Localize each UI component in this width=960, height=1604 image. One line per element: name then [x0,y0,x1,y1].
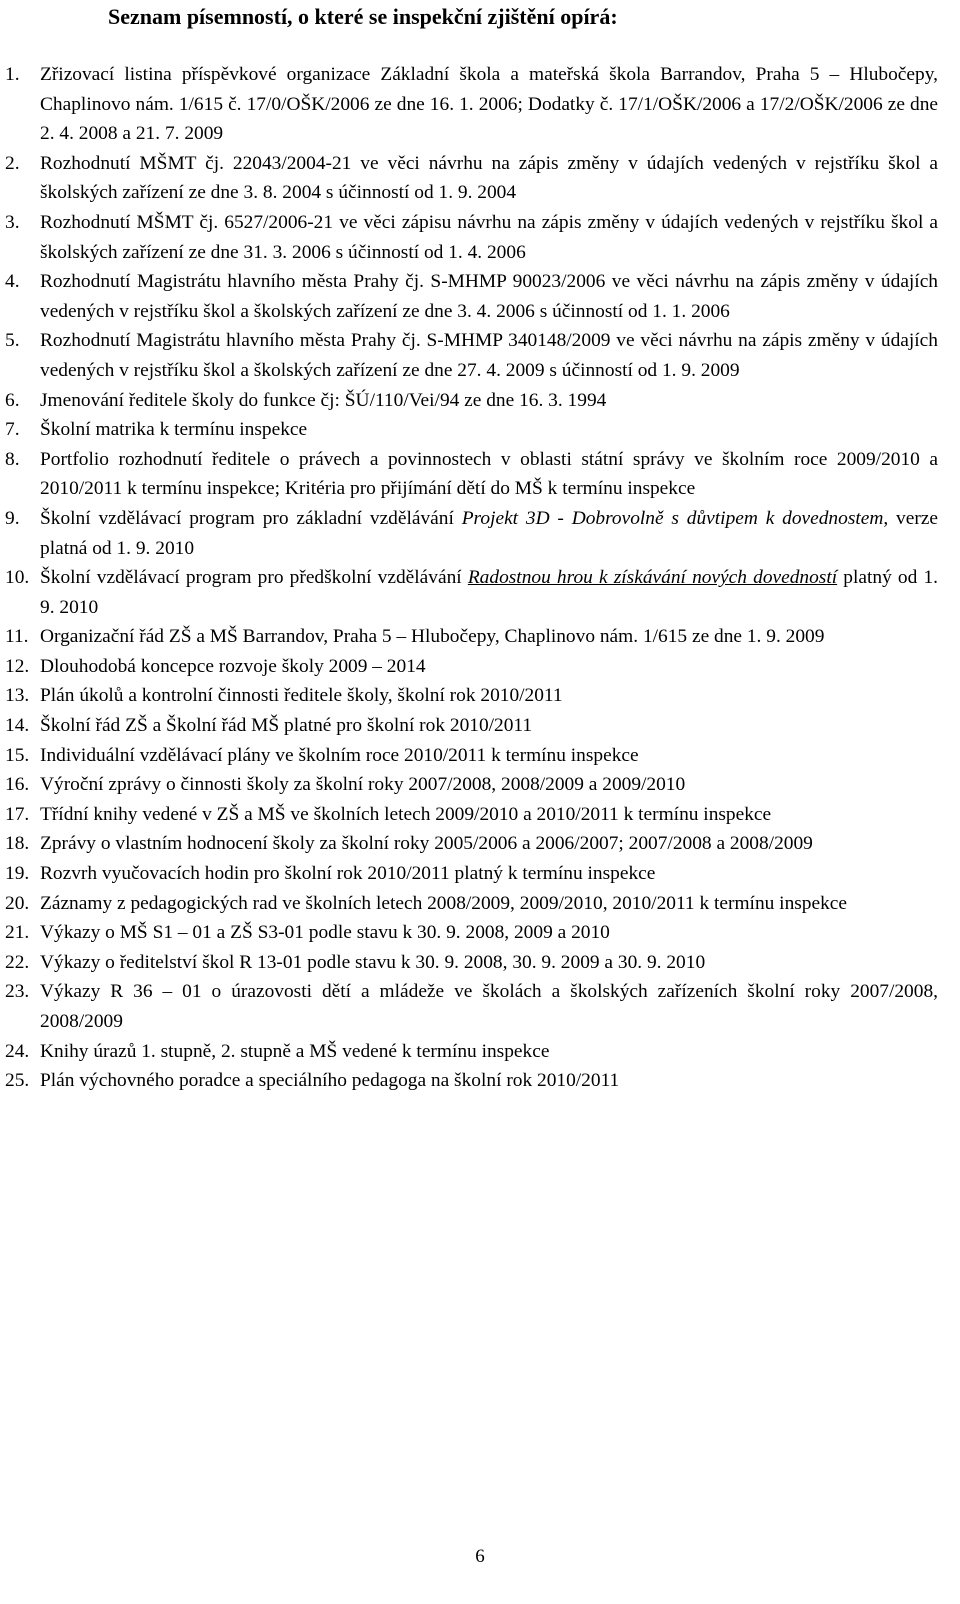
item-number: 12. [5,655,30,677]
item-number: 1. [5,64,20,85]
item-number: 5. [5,330,20,352]
item-text: Knihy úrazů 1. stupně, 2. stupně a MŠ vedené k termínu inspekce [40,1040,550,1062]
item-text: Individuální vzdělávací plány ve školním roce 2010/2011 k termínu inspekce [40,744,639,766]
list-item-3 [0,208,938,267]
item-number: 17. [5,803,30,825]
list-item-7 [0,415,938,445]
item-number: 9. [5,507,20,529]
list-item-24 [0,1037,938,1067]
list-item-8 [0,445,938,504]
list-item-13 [0,681,938,711]
item-number: 22. [5,951,30,973]
item-number: 13. [5,685,30,707]
item-text: Organizační řád ZŠ a MŠ Barrandov, Praha 5 – Hlubočepy, Chaplinovo nám. 1/615 ze dne 1. 9. 2009 [40,626,825,648]
item-number: 21. [5,922,30,944]
item-text: Dlouhodobá koncepce rozvoje školy 2009 – 2014 [40,655,426,677]
list-item-6 [0,386,938,416]
list-item-23 [0,977,938,1036]
program-name: Projekt 3D - Dobrovolně s důvtipem k dovednostem [461,507,884,529]
item-text: Portfolio rozhodnutí ředitele o právech a povinnostech v oblasti státní správy ve školním roce 2009/2010 a 2010/2011 k termínu inspekce; Kritéria pro přijímání dětí do MŠ k termínu inspekce [40,448,938,500]
list-item-9 [0,504,938,563]
list-item-20 [0,889,938,919]
item-text-after: platný od 1. 9. 2010 [40,567,938,618]
item-text: Rozhodnutí Magistrátu hlavního města Prahy čj. S-MHMP 90023/2006 ve věci návrhu na zápis změny v údajích vedených v rejstříku škol a školských zařízení ze dne 3. 4. 2006 s účinností od 1. 1. 2006 [40,271,938,322]
item-number: 23. [5,981,30,1003]
item-number: 16. [5,774,30,796]
item-number: 4. [5,271,20,293]
list-item-25 [0,1066,938,1096]
list-item-18 [0,829,938,859]
list-item-2 [0,149,938,208]
item-text: Rozhodnutí MŠMT čj. 6527/2006-21 ve věci zápisu návrhu na zápis změny v údajích vedených v rejstříku škol a školských zařízení ze dne 31. 3. 2006 s účinností od 1. 4. 2006 [40,211,938,263]
item-text: Školní matrika k termínu inspekce [40,419,308,441]
list-item-21 [0,918,938,948]
item-number: 24. [5,1040,30,1062]
list-item-17 [0,800,938,830]
item-number: 18. [5,833,30,855]
item-number: 15. [5,744,30,766]
item-number: 25. [5,1070,30,1092]
item-text: Výkazy o ředitelství škol R 13-01 podle stavu k 30. 9. 2008, 30. 9. 2009 a 30. 9. 2010 [40,951,706,973]
item-text: Jmenování ředitele školy do funkce čj: ŠÚ/110/Vei/94 ze dne 16. 3. 1994 [40,389,607,411]
list-item-10 [0,563,938,622]
item-number: 14. [5,715,30,737]
item-text: Zprávy o vlastním hodnocení školy za školní roky 2005/2006 a 2006/2007; 2007/2008 a 2008/2009 [40,833,813,855]
list-item-11 [0,622,938,652]
item-number: 20. [5,892,30,914]
page-title: Seznam písemností, o které se inspekční zjištění opírá: [108,4,618,29]
list-item-16 [0,770,938,800]
item-number: 10. [5,567,30,589]
item-text: Zřizovací listina příspěvkové organizace Základní škola a mateřská škola Barrandov, Praha 5 – Hlubočepy, Chaplinovo nám. 1/615 č. 17/0/OŠK/2006 ze dne 16. 1. 2006; Dodatky č. 17/1/OŠK/2006 a 17/2/OŠK/2006 ze dne 2. 4. 2008 a 21. 7. 2009 [40,64,938,145]
item-number: 3. [5,211,20,233]
item-number: 19. [5,863,30,885]
item-text: Záznamy z pedagogických rad ve školních letech 2008/2009, 2009/2010, 2010/2011 k termínu inspekce [40,892,848,914]
list-item-19 [0,859,938,889]
list-item-22 [0,948,938,978]
item-text: Rozhodnutí Magistrátu hlavního města Prahy čj. S-MHMP 340148/2009 ve věci návrhu na zápis změny v údajích vedených v rejstříku škol a školských zařízení ze dne 27. 4. 2009 s účinností od 1. 9. 2009 [40,330,938,381]
list-item-15 [0,741,938,771]
item-text-after: , verze platná od 1. 9. 2010 [40,507,939,559]
item-text: Plán výchovného poradce a speciálního pedagoga na školní rok 2010/2011 [40,1070,620,1092]
item-text: Plán úkolů a kontrolní činnosti ředitele školy, školní rok 2010/2011 [40,685,563,707]
program-name: Radostnou hrou k získávání nových dovedností [467,567,838,589]
item-number: 7. [5,419,20,441]
item-number: 11. [5,626,29,648]
list-item-5 [0,326,938,385]
item-text: Výkazy R 36 – 01 o úrazovosti dětí a mládeže ve školách a školských zařízeních školní roky 2007/2008, 2008/2009 [40,981,938,1032]
item-text: Rozhodnutí MŠMT čj. 22043/2004-21 ve věci návrhu na zápis změny v údajích vedených v rejstříku škol a školských zařízení ze dne 3. 8. 2004 s účinností od 1. 9. 2004 [40,152,938,204]
item-text: Rozvrh vyučovacích hodin pro školní rok 2010/2011 platný k termínu inspekce [40,863,656,885]
page-number: 6 [475,1546,485,1567]
item-number: 2. [5,152,20,174]
list-item-1 [0,60,938,149]
list-item-4 [0,267,938,326]
item-text-before: Školní vzdělávací program pro předškolní vzdělávání [40,567,468,589]
item-number: 8. [5,448,20,470]
item-text: Školní řád ZŠ a Školní řád MŠ platné pro školní rok 2010/2011 [40,715,533,737]
document-list [0,60,960,1096]
item-text: Výroční zprávy o činnosti školy za školní roky 2007/2008, 2008/2009 a 2009/2010 [40,774,686,796]
item-text-before: Školní vzdělávací program pro základní vzdělávání [40,507,462,529]
item-text: Třídní knihy vedené v ZŠ a MŠ ve školních letech 2009/2010 a 2010/2011 k termínu inspekce [40,803,772,825]
list-item-12 [0,652,938,682]
item-text: Výkazy o MŠ S1 – 01 a ZŠ S3-01 podle stavu k 30. 9. 2008, 2009 a 2010 [40,922,610,944]
item-number: 6. [5,389,20,411]
list-item-14 [0,711,938,741]
